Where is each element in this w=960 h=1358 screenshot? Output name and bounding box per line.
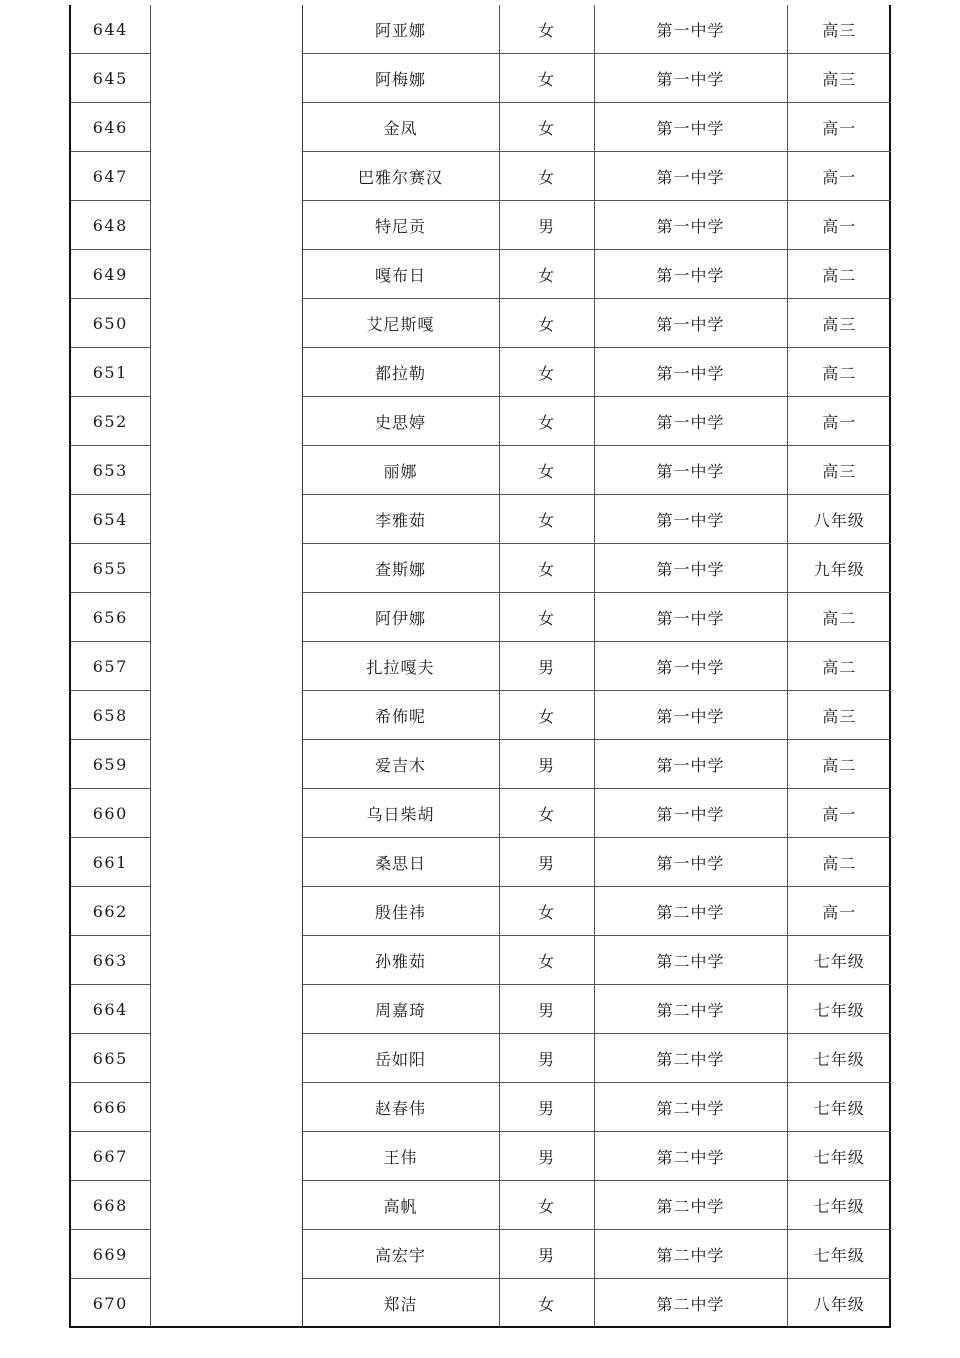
student-gender: 女 [499,446,594,495]
student-grade: 高二 [787,838,891,887]
row-number: 660 [71,789,150,838]
row-number: 665 [71,1034,150,1083]
student-school: 第一中学 [594,446,787,495]
student-school: 第一中学 [594,397,787,446]
student-school: 第一中学 [594,789,787,838]
blank-cell [150,299,302,348]
student-gender: 男 [499,642,594,691]
student-grade: 高一 [787,103,891,152]
student-name: 艾尼斯嘎 [302,299,499,348]
student-name: 查斯娜 [302,544,499,593]
row-number: 666 [71,1083,150,1132]
student-name: 高帆 [302,1181,499,1230]
blank-cell [150,1230,302,1279]
row-number: 644 [92,19,128,39]
student-school: 第一中学 [594,152,787,201]
student-gender: 男 [499,1034,594,1083]
table-row [71,1132,891,1181]
row-number: 667 [71,1132,150,1181]
student-name: 殷佳祎 [302,887,499,936]
student-gender: 男 [499,740,594,789]
row-number: 646 [71,103,150,152]
student-gender: 女 [499,152,594,201]
blank-cell [150,789,302,838]
student-gender: 女 [499,544,594,593]
student-name: 都拉勒 [302,348,499,397]
student-name: 高宏宇 [302,1230,499,1279]
student-school: 第一中学 [594,642,787,691]
row-number: 663 [71,936,150,985]
student-school: 第一中学 [594,54,787,103]
row-number: 648 [71,201,150,250]
student-school: 第二中学 [594,1132,787,1181]
roster-table [71,5,891,1327]
student-name: 桑思日 [302,838,499,887]
row-number: 659 [71,740,150,789]
row-number: 656 [71,593,150,642]
student-name: 丽娜 [302,446,499,495]
student-gender: 女 [499,1279,594,1328]
row-number: 651 [71,348,150,397]
student-gender: 女 [499,5,594,54]
student-name: 李雅茹 [302,495,499,544]
student-school: 第一中学 [594,838,787,887]
row-number: 649 [71,250,150,299]
student-gender: 女 [499,299,594,348]
student-grade: 七年级 [787,1230,891,1279]
table-row [71,397,891,446]
student-grade: 高三 [787,299,891,348]
blank-cell [150,54,302,103]
row-number: 662 [71,887,150,936]
table-row [71,1279,891,1328]
student-grade: 高一 [787,789,891,838]
student-grade: 九年级 [787,544,891,593]
table-row [71,250,891,299]
student-school: 第一中学 [594,593,787,642]
student-gender: 男 [499,1132,594,1181]
row-number: 669 [71,1230,150,1279]
blank-cell [150,1279,302,1328]
student-name: 阿亚娜 [302,5,499,54]
student-grade: 高一 [787,887,891,936]
student-grade: 七年级 [787,1034,891,1083]
student-name: 周嘉琦 [302,985,499,1034]
row-number: 668 [71,1181,150,1230]
student-gender: 女 [499,936,594,985]
blank-cell [150,103,302,152]
blank-cell [150,593,302,642]
student-name: 阿伊娜 [302,593,499,642]
student-name: 爱吉木 [302,740,499,789]
table-row [71,495,891,544]
row-number: 661 [71,838,150,887]
row-number: 654 [71,495,150,544]
blank-cell [150,1181,302,1230]
student-grade: 八年级 [787,495,891,544]
row-number: 647 [71,152,150,201]
student-grade: 七年级 [787,1083,891,1132]
student-gender: 男 [499,838,594,887]
student-school: 第一中学 [594,740,787,789]
student-grade: 七年级 [787,936,891,985]
student-gender: 女 [499,250,594,299]
student-gender: 女 [499,348,594,397]
student-grade: 高二 [787,348,891,397]
blank-cell [150,1083,302,1132]
blank-cell [150,5,302,54]
blank-cell [150,691,302,740]
blank-cell [150,936,302,985]
student-grade: 高一 [787,152,891,201]
student-grade: 高三 [787,5,891,54]
student-grade: 高三 [787,54,891,103]
student-grade: 七年级 [787,985,891,1034]
student-school: 第一中学 [594,299,787,348]
student-gender: 女 [499,54,594,103]
student-grade: 七年级 [787,1181,891,1230]
row-number: 645 [71,54,150,103]
student-grade: 高二 [787,642,891,691]
student-school: 第一中学 [594,544,787,593]
table-row [71,1230,891,1279]
student-name: 巴雅尔赛汉 [302,152,499,201]
row-number: 658 [71,691,150,740]
student-gender: 女 [499,789,594,838]
student-gender: 男 [499,985,594,1034]
student-list-table [69,5,891,1328]
blank-cell [150,642,302,691]
blank-cell [150,985,302,1034]
student-grade: 八年级 [787,1279,891,1328]
table-row [71,201,891,250]
student-school: 第二中学 [594,1034,787,1083]
table-row [71,5,891,54]
student-gender: 女 [499,887,594,936]
student-gender: 女 [499,103,594,152]
table-row [71,985,891,1034]
table-row [71,789,891,838]
student-grade: 高二 [787,250,891,299]
student-gender: 男 [499,1083,594,1132]
student-name: 郑洁 [302,1279,499,1328]
row-number: 655 [71,544,150,593]
table-row [71,887,891,936]
student-name: 王伟 [302,1132,499,1181]
table-row [71,838,891,887]
row-number: 650 [71,299,150,348]
blank-cell [150,152,302,201]
blank-cell [150,887,302,936]
student-grade: 七年级 [787,1132,891,1181]
student-name: 乌日柴胡 [302,789,499,838]
student-name: 赵春伟 [302,1083,499,1132]
student-school: 第二中学 [594,1279,787,1328]
student-school: 第一中学 [594,201,787,250]
student-school: 第一中学 [594,5,787,54]
table-row [71,152,891,201]
blank-cell [150,446,302,495]
student-school: 第一中学 [594,348,787,397]
table-row [71,1181,891,1230]
student-gender: 女 [499,593,594,642]
student-name: 史思婷 [302,397,499,446]
student-name: 金凤 [302,103,499,152]
table-row [71,593,891,642]
student-grade: 高三 [787,691,891,740]
student-school: 第二中学 [594,1083,787,1132]
table-row [71,691,891,740]
student-school: 第一中学 [594,495,787,544]
blank-cell [150,397,302,446]
row-number: 670 [71,1279,150,1328]
student-name: 阿梅娜 [302,54,499,103]
table-row [71,1083,891,1132]
student-name: 岳如阳 [302,1034,499,1083]
blank-cell [150,495,302,544]
student-name: 扎拉嘎夫 [302,642,499,691]
table-row [71,642,891,691]
table-row [71,299,891,348]
blank-cell [150,250,302,299]
table-row [71,740,891,789]
student-grade: 高一 [787,201,891,250]
student-school: 第二中学 [594,1181,787,1230]
roster-body [71,5,891,1327]
blank-cell [150,838,302,887]
student-school: 第一中学 [594,250,787,299]
table-row [71,446,891,495]
student-name: 希佈呢 [302,691,499,740]
student-grade: 高一 [787,397,891,446]
student-name: 嘎布日 [302,250,499,299]
row-number: 653 [71,446,150,495]
table-row [71,936,891,985]
student-gender: 女 [499,1181,594,1230]
table-row [71,54,891,103]
student-gender: 男 [499,1230,594,1279]
blank-cell [150,740,302,789]
student-school: 第二中学 [594,1230,787,1279]
blank-cell [150,348,302,397]
blank-cell [150,1034,302,1083]
student-school: 第一中学 [594,691,787,740]
table-row [71,1034,891,1083]
table-row [71,103,891,152]
student-gender: 女 [499,495,594,544]
table-row [71,544,891,593]
blank-cell [150,201,302,250]
student-name: 特尼贡 [302,201,499,250]
blank-cell [150,544,302,593]
student-gender: 女 [499,397,594,446]
blank-cell [150,1132,302,1181]
student-school: 第二中学 [594,887,787,936]
row-number: 652 [71,397,150,446]
row-number: 664 [71,985,150,1034]
student-grade: 高二 [787,593,891,642]
table-row [71,348,891,397]
student-school: 第二中学 [594,985,787,1034]
student-gender: 男 [499,201,594,250]
student-name: 孙雅茹 [302,936,499,985]
student-school: 第二中学 [594,936,787,985]
row-number: 657 [71,642,150,691]
student-school: 第一中学 [594,103,787,152]
student-grade: 高二 [787,740,891,789]
student-grade: 高三 [787,446,891,495]
student-gender: 女 [499,691,594,740]
